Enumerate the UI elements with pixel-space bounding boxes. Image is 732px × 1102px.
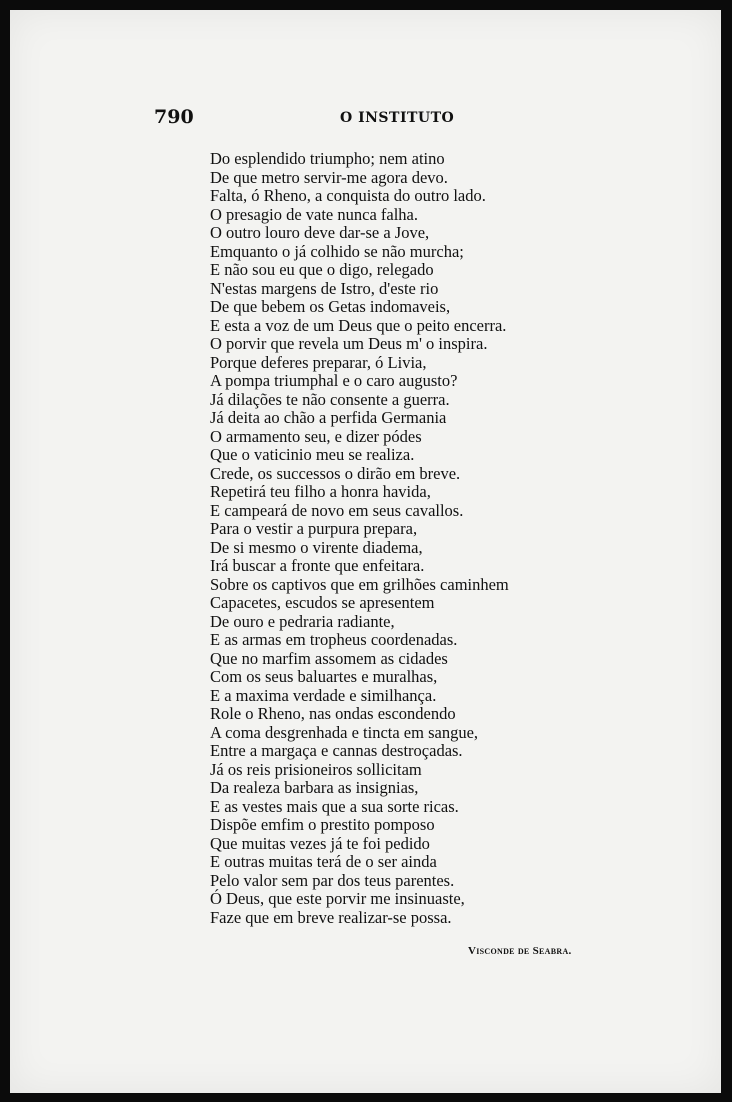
- poem-line: Do esplendido triumpho; nem atino: [210, 149, 445, 168]
- poem-line: De que bebem os Getas indomaveis,: [210, 297, 451, 316]
- poem-line: Pelo valor sem par dos teus parentes.: [210, 870, 455, 890]
- poem-line: E esta a voz de um Deus que o peito encerra.: [210, 315, 507, 335]
- poem-text: [210, 150, 610, 927]
- poem-line: E não sou eu que o digo, relegado: [210, 260, 434, 279]
- author-signature: Visconde de Seabra.: [468, 945, 572, 957]
- poem-line: Já dilações te não consente a guerra.: [210, 389, 450, 409]
- poem-line: Crede, os successos o dirão em breve.: [210, 463, 461, 483]
- poem-line: E campeará de novo em seus cavallos.: [210, 500, 464, 520]
- poem-line: E as vestes mais que a sua sorte ricas.: [210, 796, 459, 816]
- poem-line: De ouro e pedraria radiante,: [210, 611, 395, 631]
- book-page: [10, 10, 721, 1093]
- poem-line: Entre a margaça e cannas destroçadas.: [210, 741, 463, 760]
- poem-line: Falta, ó Rheno, a conquista do outro lado.: [210, 186, 486, 205]
- poem-line: N'estas margens de Istro, d'este rio: [210, 278, 439, 298]
- poem-line: Que o vaticinio meu se realiza.: [210, 445, 415, 464]
- poem-line: Que muitas vezes já te foi pedido: [210, 833, 430, 853]
- poem-line: O armamento seu, e dizer pódes: [210, 426, 422, 446]
- poem-line: Dispõe emfim o prestito pomposo: [210, 815, 435, 834]
- poem-line: Já os reis prisioneiros sollicitam: [210, 759, 422, 779]
- poem-line: E as armas em tropheus coordenadas.: [210, 630, 458, 649]
- poem-line: E outras muitas terá de o ser ainda: [210, 852, 437, 871]
- poem-line: Irá buscar a fronte que enfeitara.: [210, 556, 425, 575]
- poem-line: Que no marfim assomem as cidades: [210, 648, 448, 668]
- poem-line: A pompa triumphal e o caro augusto?: [210, 371, 458, 390]
- poem-line: De si mesmo o virente diadema,: [210, 537, 423, 557]
- page-number: 790: [154, 106, 194, 128]
- poem-line: Para o vestir a purpura prepara,: [210, 519, 418, 538]
- poem-line: Repetirá teu filho a honra havida,: [210, 482, 431, 501]
- poem-line: Role o Rheno, nas ondas escondendo: [210, 704, 456, 723]
- poem-line: Sobre os captivos que em grilhões caminhem: [210, 574, 509, 594]
- poem-line: O presagio de vate nunca falha.: [210, 204, 418, 224]
- poem-line: O porvir que revela um Deus m' o inspira.: [210, 334, 488, 353]
- poem-line: Capacetes, escudos se apresentem: [210, 593, 435, 612]
- poem-line: A coma desgrenhada e tincta em sangue,: [210, 722, 479, 742]
- poem-line: O outro louro deve dar-se a Jove,: [210, 223, 430, 242]
- poem-line: Com os seus baluartes e muralhas,: [210, 667, 438, 686]
- running-title: O INSTITUTO: [340, 110, 455, 126]
- poem-line: Ó Deus, que este porvir me insinuaste,: [210, 889, 465, 908]
- poem-line: E a maxima verdade e similhança.: [210, 685, 437, 705]
- poem-line: Já deita ao chão a perfida Germania: [210, 408, 447, 427]
- poem-line: Porque deferes preparar, ó Livia,: [210, 352, 427, 372]
- poem-line: Da realeza barbara as insignias,: [210, 778, 419, 797]
- poem-line: Emquanto o já colhido se não murcha;: [210, 241, 464, 261]
- poem-line: De que metro servir-me agora devo.: [210, 167, 448, 187]
- poem-line: Faze que em breve realizar-se possa.: [210, 907, 452, 927]
